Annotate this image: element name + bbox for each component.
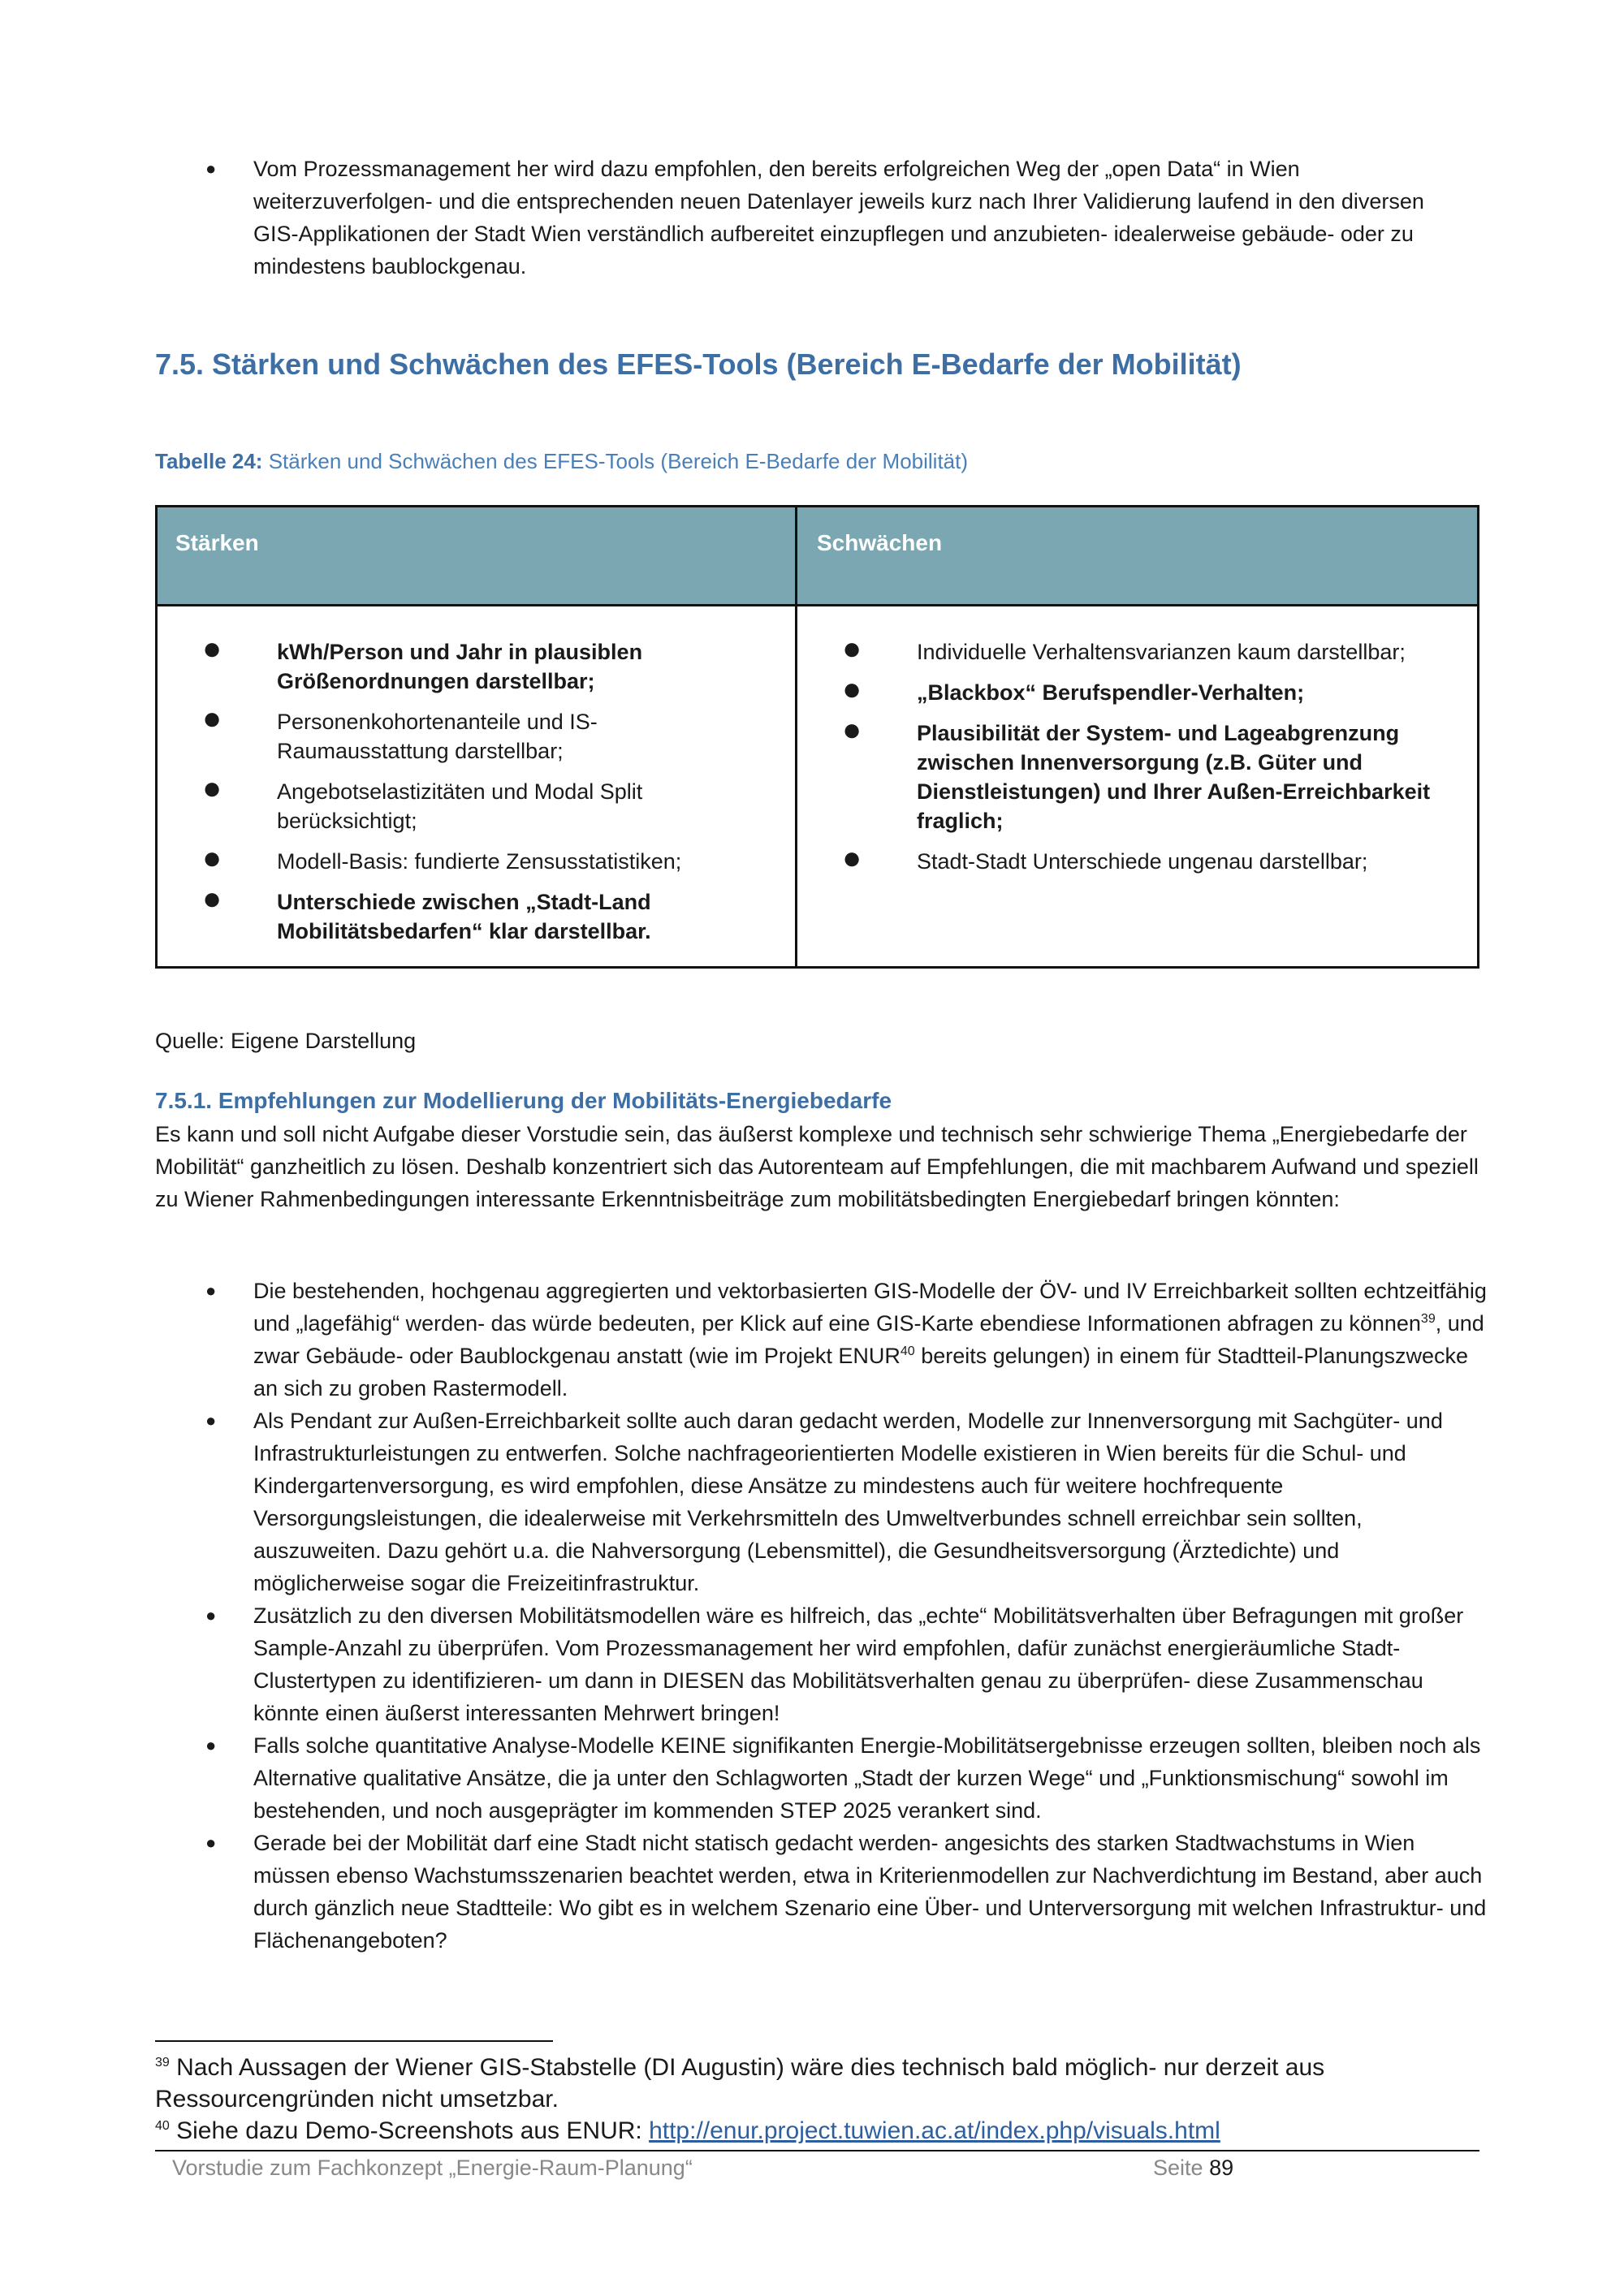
bullet-icon: ●: [205, 1605, 217, 1625]
source-note: Quelle: Eigene Darstellung: [155, 1029, 417, 1053]
strength-text: kWh/Person und Jahr in plausiblen Größenordnungen darstellbar;: [277, 640, 643, 693]
strength-text: Angebotselastizitäten und Modal Split berücksichtigt;: [277, 779, 643, 833]
table-header-row: [158, 507, 1477, 606]
header-strengths: Stärken: [175, 530, 259, 555]
bullet-icon: ●: [842, 712, 862, 748]
footnote-number: 39: [155, 2056, 170, 2069]
footnote-text: Nach Aussagen der Wiener GIS-Stabstelle (DI Augustin) wäre dies technisch bald möglich- nur derzeit aus Ressourcengründen nicht umsetzbar.: [155, 2054, 1325, 2113]
bullet-icon: ●: [202, 840, 222, 876]
footnote-ref[interactable]: 40: [900, 1344, 915, 1358]
page-label: Seite: [1153, 2156, 1203, 2180]
strength-text: Personenkohortenanteile und IS-Raumausstattung darstellbar;: [277, 710, 598, 763]
weaknesses-list: [797, 631, 1447, 887]
bullet-icon: ●: [205, 1280, 217, 1301]
footnote-39: [155, 2052, 1487, 2115]
page-number: [1153, 2151, 1233, 2184]
bullet-icon: ●: [202, 881, 222, 917]
list-item: [155, 153, 1471, 283]
bullet-icon: ●: [842, 631, 862, 667]
list-item: [158, 840, 726, 876]
list-item: [155, 1275, 1495, 1405]
top-bullet-list: [155, 153, 1471, 283]
bullet-icon: ●: [205, 158, 217, 179]
footnote-divider: [155, 2040, 553, 2042]
enur-link[interactable]: http://enur.project.tuwien.ac.at/index.php/visuals.html: [649, 2117, 1220, 2144]
bullet-text-part: Die bestehenden, hochgenau aggregierten und vektorbasierten GIS-Modelle der ÖV- und IV Erreichbarkeit sollten echtzeitfähig und „lagefähig“ werden- das würde bedeuten, per Klick auf eine GIS-Karte ebendiese Informationen abfragen zu können: [253, 1279, 1487, 1336]
list-item: [158, 631, 726, 696]
recommendations-list: [155, 1275, 1495, 1957]
footer-title: Vorstudie zum Fachkonzept „Energie-Raum-Planung“: [172, 2156, 693, 2180]
strengths-list: [158, 631, 726, 957]
list-item: [158, 881, 726, 946]
bullet-icon: ●: [202, 770, 222, 806]
bullet-icon: ●: [205, 1410, 217, 1431]
bullet-text-part: bereits gelungen) in einem für Stadtteil-Planungszwecke an sich zu groben Rastermodell.: [253, 1344, 1469, 1400]
bullet-icon: ●: [842, 840, 862, 876]
list-item: [158, 770, 726, 835]
bullet-icon: ●: [205, 1735, 217, 1755]
list-item: [155, 1599, 1495, 1729]
list-item: [155, 1405, 1495, 1599]
intro-paragraph: Es kann und soll nicht Aufgabe dieser Vorstudie sein, das äußerst komplexe und technisch sehr schwierige Thema „Energiebedarfe der Mobilität“ ganzheitlich zu lösen. Deshalb konzentriert sich das Autorenteam auf Empfehlungen, die mit machbarem Aufwand und speziell zu Wiener Rahmenbedingungen interessante Erkenntnisbeiträge zum mobilitätsbedingten Energiebedarf bringen könnten:: [155, 1122, 1479, 1211]
footnote-text: Siehe dazu Demo-Screenshots aus ENUR:: [169, 2117, 650, 2144]
bullet-text: Gerade bei der Mobilität darf eine Stadt nicht statisch gedacht werden- angesichts des starken Stadtwachstums in Wien müssen ebenso Wachstumsszenarien beachtet werden, etwa in Kriterienmodellen zur Nachverdichtung im Bestand, aber auch durch gänzlich neue Stadtteile: Wo gibt es in welchem Szenario eine Über- und Unterversorgung mit welchen Infrastruktur- und Flächenangeboten?: [253, 1831, 1487, 1953]
list-item: [797, 671, 1447, 707]
bullet-text: Falls solche quantitative Analyse-Modelle KEINE signifikanten Energie-Mobilitätsergebnisse erzeugen sollten, bleiben noch als Alternative qualitative Ansätze, die ja unter den Schlagworten „Stadt der kurzen Wege“ und „Funktionsmischung“ sowohl im bestehenden, und noch ausgeprägter im kommenden STEP 2025 verankert sind.: [253, 1733, 1481, 1823]
footnotes: [155, 2052, 1487, 2147]
strength-text: Modell-Basis: fundierte Zensusstatistiken;: [277, 849, 682, 874]
bullet-text-part: , und zwar Gebäude- oder Baublockgenau anstatt (wie im Projekt ENUR: [253, 1311, 1484, 1368]
section-heading: 7.5. Stärken und Schwächen des EFES-Tools (Bereich E-Bedarfe der Mobilität): [155, 347, 1242, 381]
bullet-icon: ●: [202, 631, 222, 667]
weakness-text: Stadt-Stadt Unterschiede ungenau darstellbar;: [917, 849, 1368, 874]
weakness-text: Plausibilität der System- und Lageabgrenzung zwischen Innenversorgung (z.B. Güter und Dienstleistungen) und Ihrer Außen-Erreichbarkeit fraglich;: [917, 721, 1431, 833]
footnote-number: 40: [155, 2119, 170, 2133]
list-item: [797, 631, 1447, 667]
bullet-icon: ●: [202, 701, 222, 736]
footnote-ref[interactable]: 39: [1420, 1312, 1436, 1326]
page-number-value: 89: [1209, 2156, 1234, 2180]
strengths-weaknesses-table: [155, 505, 1479, 969]
table-caption: [155, 445, 968, 477]
list-item: [155, 1729, 1495, 1827]
list-item: [155, 1827, 1495, 1957]
table-caption-text: Stärken und Schwächen des EFES-Tools (Bereich E-Bedarfe der Mobilität): [268, 449, 969, 473]
bullet-icon: ●: [205, 1832, 217, 1853]
list-item: [158, 701, 726, 766]
footnote-40: [155, 2115, 1487, 2147]
subsection-heading: 7.5.1. Empfehlungen zur Modellierung der Mobilitäts-Energiebedarfe: [155, 1088, 892, 1113]
weakness-text: „Blackbox“ Berufspendler-Verhalten;: [917, 680, 1305, 705]
bullet-text: Vom Prozessmanagement her wird dazu empfohlen, den bereits erfolgreichen Weg der „open Data“ in Wien weiterzuverfolgen- und die entsprechenden neuen Datenlayer jeweils kurz nach Ihrer Validierung laufend in den diversen GIS-Applikationen der Stadt Wien verständlich aufbereitet einzupflegen und anzubieten- idealerweise gebäude- oder zu mindestens baublockgenau.: [253, 157, 1424, 278]
strength-text: Unterschiede zwischen „Stadt-Land Mobilitätsbedarfen“ klar darstellbar.: [277, 890, 651, 943]
header-weaknesses: Schwächen: [817, 530, 943, 555]
table-caption-label: Tabelle 24:: [155, 449, 263, 473]
list-item: [797, 840, 1447, 876]
bullet-icon: ●: [842, 671, 862, 707]
list-item: [797, 712, 1447, 835]
bullet-text: Als Pendant zur Außen-Erreichbarkeit sollte auch daran gedacht werden, Modelle zur Innenversorgung mit Sachgüter- und Infrastrukturleistungen zu entwerfen. Solche nachfrageorientierten Modelle existieren in Wien bereits für die Schul- und Kindergartenversorgung, es wird empfohlen, diese Ansätze zu mindestens auch für weitere hochfrequente Versorgungsleistungen, die idealerweise mit Verkehrsmitteln des Umweltverbundes schnell erreichbar sein sollten, auszuweiten. Dazu gehört u.a. die Nahversorgung (Lebensmittel), die Gesundheitsversorgung (Ärztedichte) und möglicherweise sogar die Freizeitinfrastruktur.: [253, 1409, 1443, 1595]
bullet-text: Zusätzlich zu den diversen Mobilitätsmodellen wäre es hilfreich, das „echte“ Mobilitätsverhalten über Befragungen mit großer Sample-Anzahl zu überprüfen. Vom Prozessmanagement her wird empfohlen, dafür zunächst energieräumliche Stadt-Clustertypen zu identifizieren- um dann in DIESEN das Mobilitätsverhalten genau zu überprüfen- diese Zusammenschau könnte einen äußerst interessanten Mehrwert bringen!: [253, 1603, 1464, 1725]
weakness-text: Individuelle Verhaltensvarianzen kaum darstellbar;: [917, 640, 1406, 664]
